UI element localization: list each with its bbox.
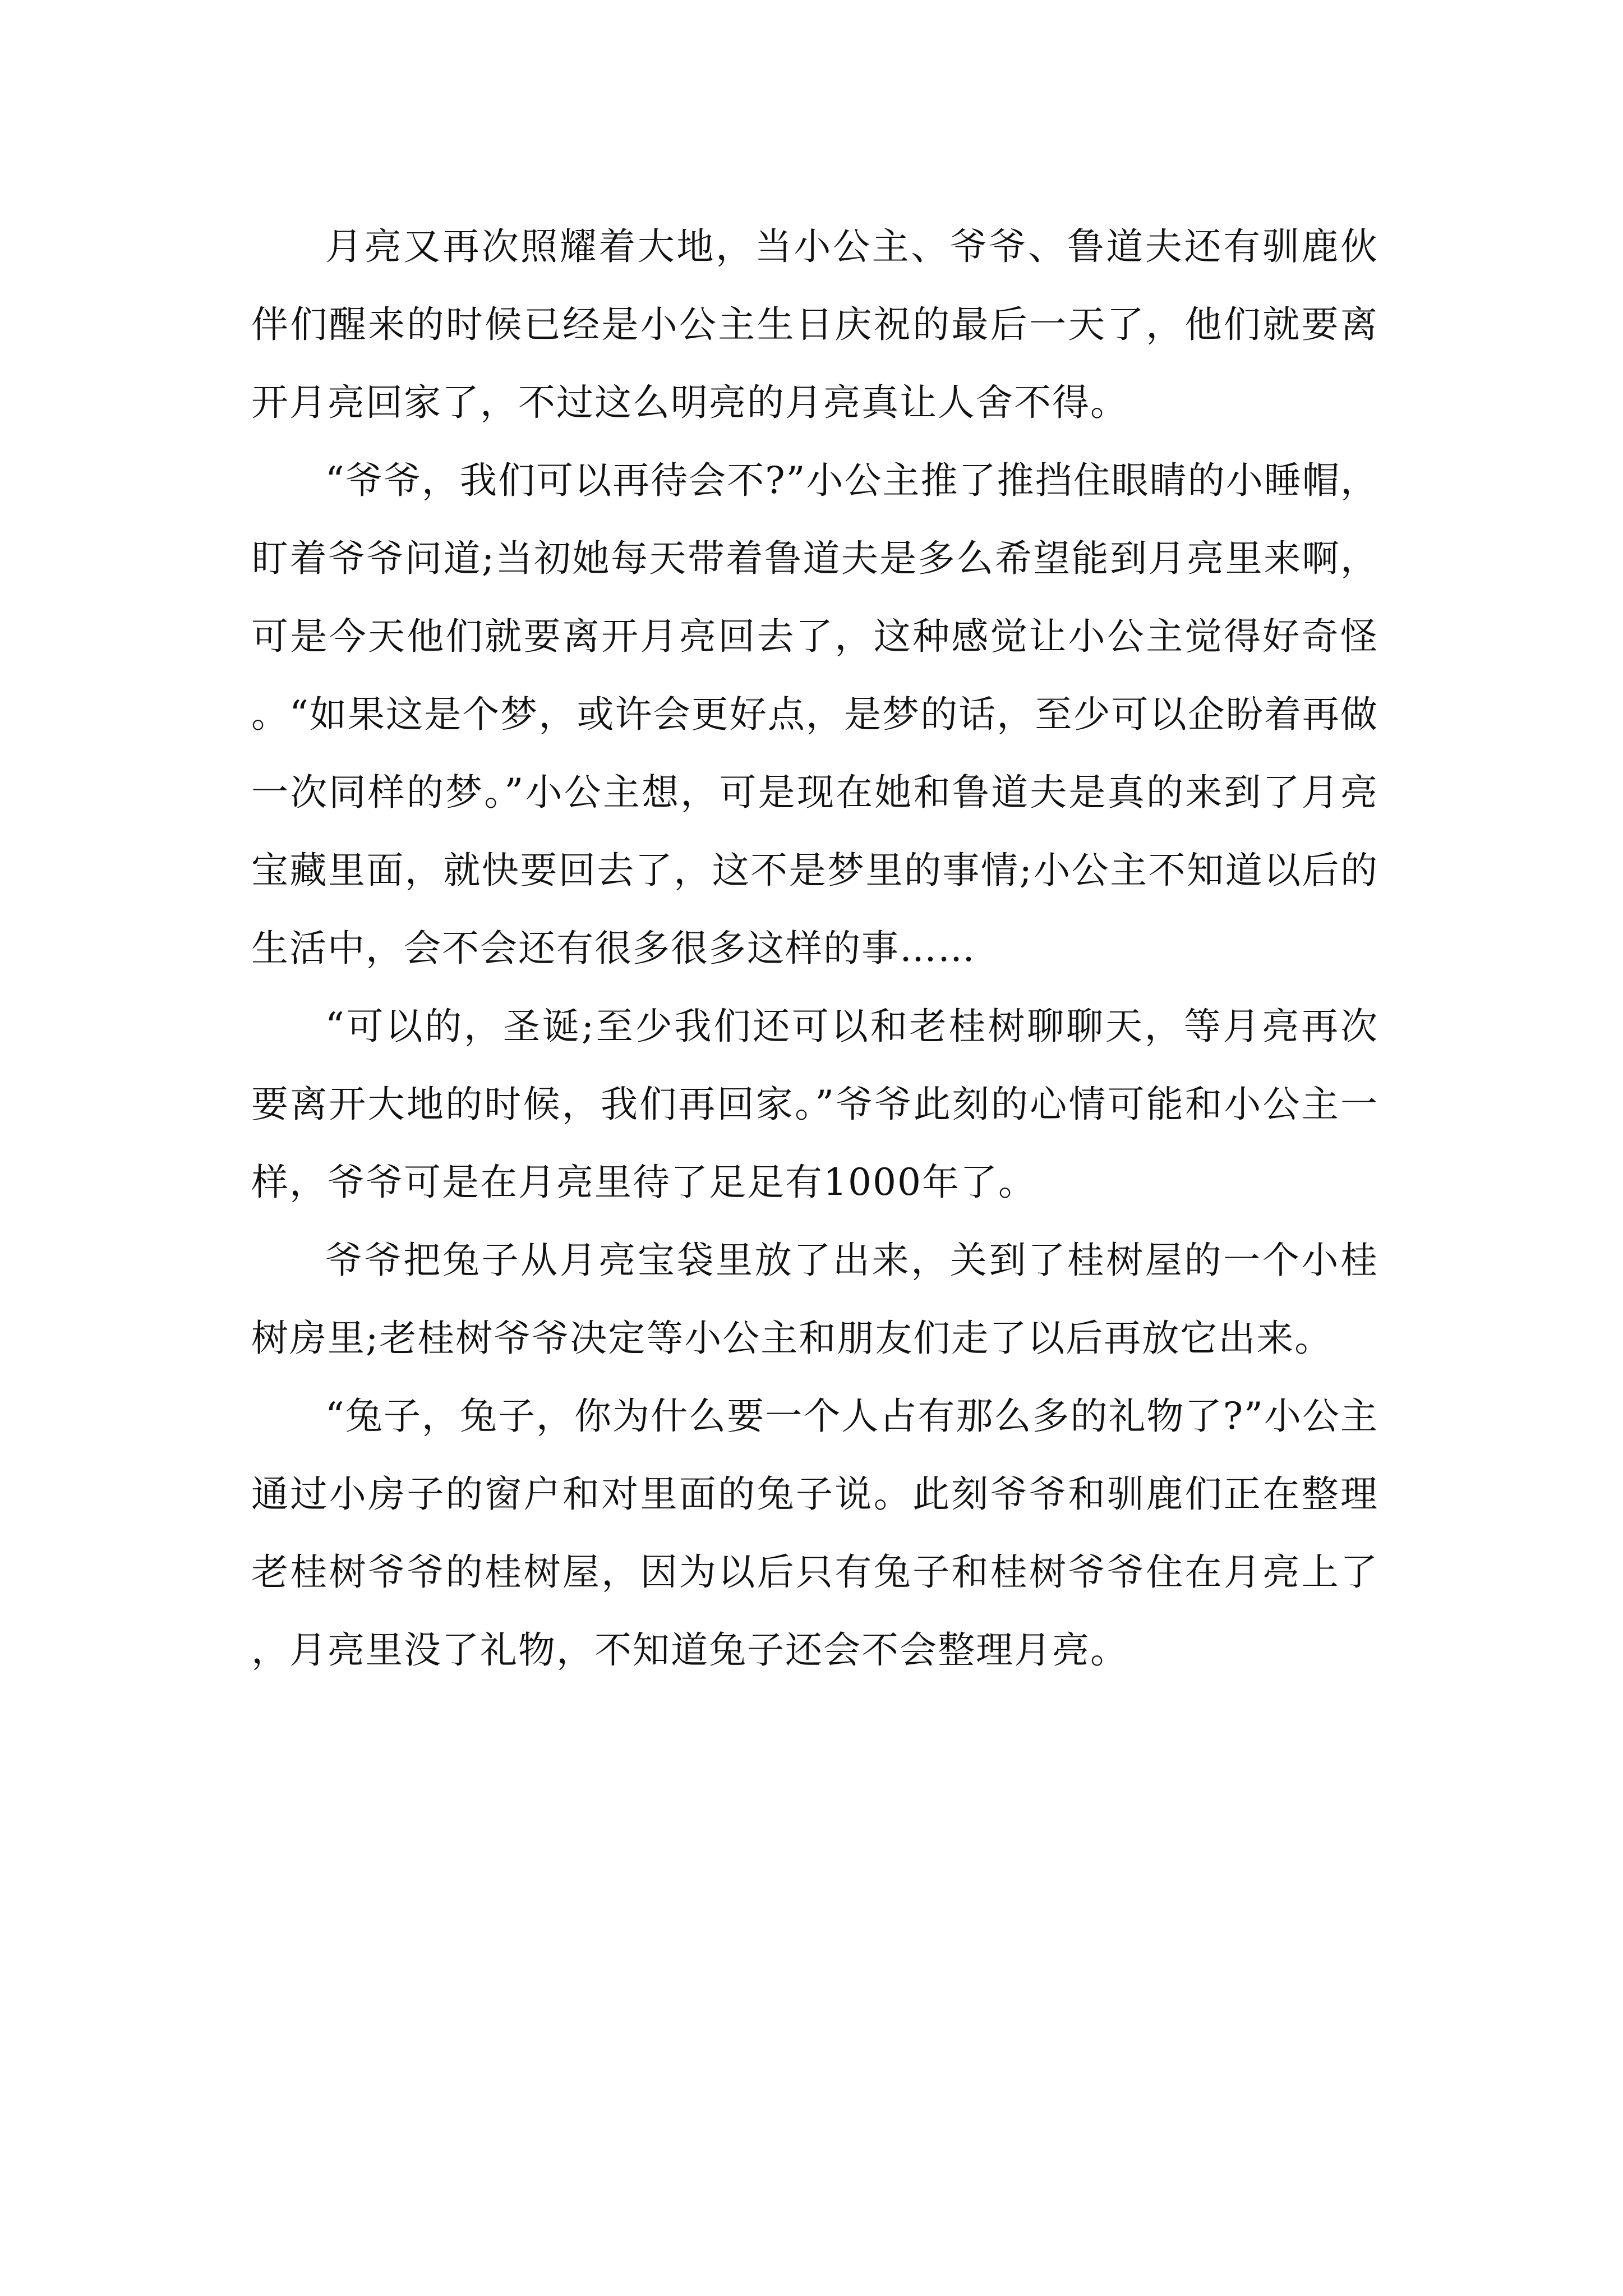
body-text [251, 208, 1378, 1689]
paragraph-3: “可以的，圣诞;至少我们还可以和老桂树聊聊天，等月亮再次要离开大地的时候，我们再回家。”爷爷此刻的心情可能和小公主一样，爷爷可是在月亮里待了足足有1000年了。 [251, 1005, 1378, 1204]
paragraph-4: 爷爷把兔子从月亮宝袋里放了出来，关到了桂树屋的一个小桂树房里;老桂树爷爷决定等小公主和朋友们走了以后再放它出来。 [251, 1239, 1378, 1360]
paragraph-5: “兔子，兔子，你为什么要一个人占有那么多的礼物了?”小公主通过小房子的窗户和对里面的兔子说。此刻爷爷和驯鹿们正在整理老桂树爷爷的桂树屋，因为以后只有兔子和桂树爷爷住在月亮上了，月亮里没了礼物，不知道兔子还会不会整理月亮。 [251, 1395, 1378, 1672]
paragraph-2: “爷爷，我们可以再待会不?”小公主推了推挡住眼睛的小睡帽，盯着爷爷问道;当初她每天带着鲁道夫是多么希望能到月亮里来啊，可是今天他们就要离开月亮回去了，这种感觉让小公主觉得好奇怪。“如果这是个梦，或许会更好点，是梦的话，至少可以企盼着再做一次同样的梦。”小公主想，可是现在她和鲁道夫是真的来到了月亮宝藏里面，就快要回去了，这不是梦里的事情;小公主不知道以后的生活中，会不会还有很多很多这样的事…… [251, 459, 1378, 970]
paragraph-1: 月亮又再次照耀着大地，当小公主、爷爷、鲁道夫还有驯鹿伙伴们醒来的时候已经是小公主生日庆祝的最后一天了，他们就要离开月亮回家了，不过这么明亮的月亮真让人舍不得。 [251, 225, 1378, 424]
